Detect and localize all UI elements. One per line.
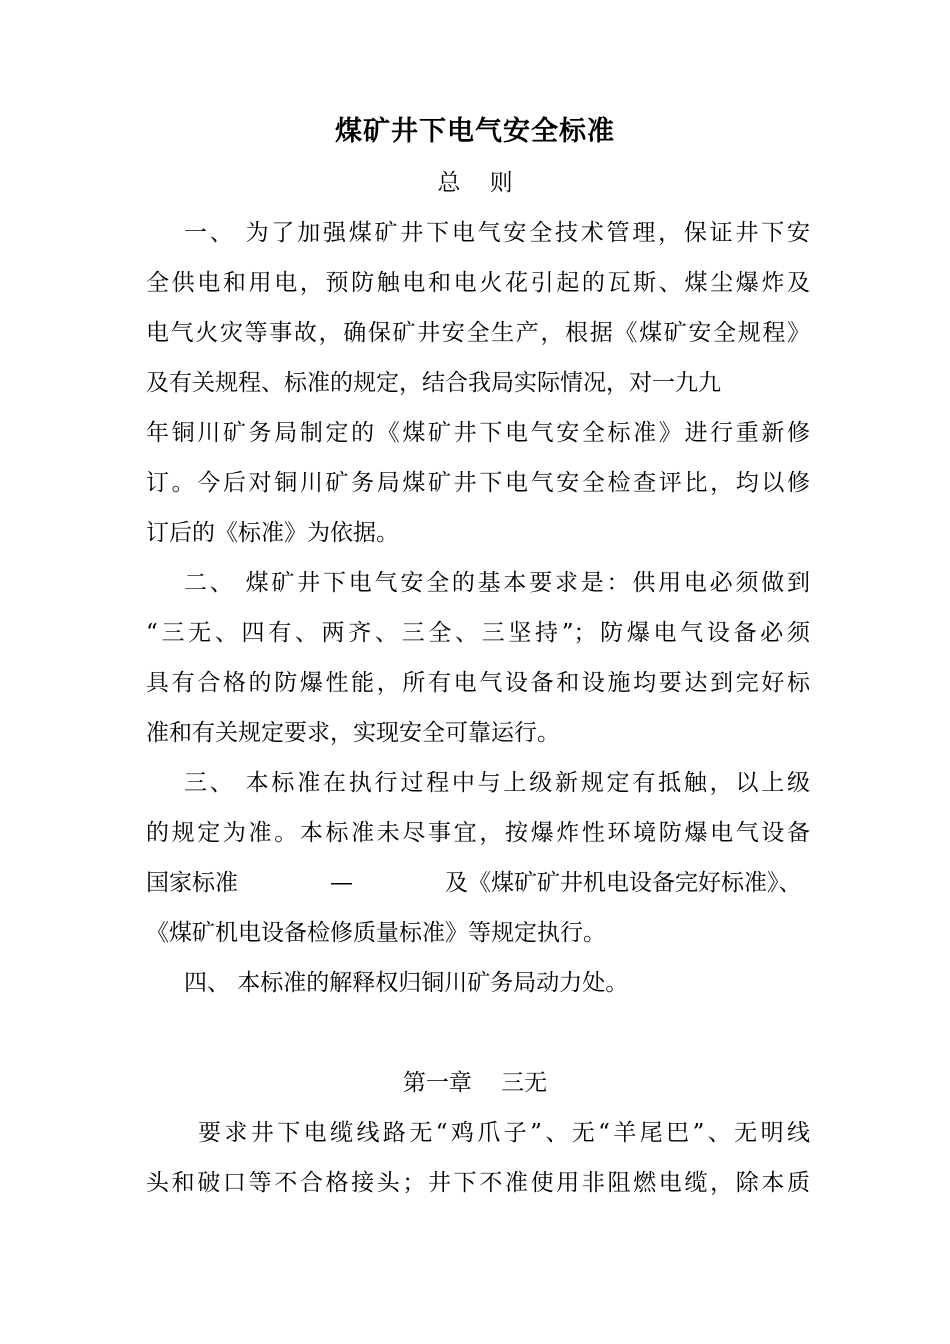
paragraph-line: [146, 866, 810, 900]
paragraph-line: 及有关规程、标准的规定，结合我局实际情况，对一九九: [146, 370, 721, 396]
paragraph-line: 订。今后对铜川矿务局煤矿井下电气安全检查评比，均以修: [146, 470, 810, 496]
paragraph-line: 准和有关规定要求，实现安全可靠运行。: [146, 720, 560, 746]
document-title: 煤矿井下电气安全标准: [335, 116, 615, 147]
paragraph-line: 要求井下电缆线路无“鸡爪子”、无“羊尾巴”、无明线: [198, 1120, 810, 1146]
standard-label: 国家标准: [146, 870, 238, 896]
standard-reference: 及《煤矿矿井机电设备完好标准》、: [445, 870, 802, 896]
paragraph-line: “三无、四有、两齐、三全、三坚持”；防爆电气设备必须: [146, 620, 810, 646]
paragraph-line: 二、 煤矿井下电气安全的基本要求是：供用电必须做到: [184, 570, 810, 596]
paragraph-line: 电气火灾等事故，确保矿井安全生产，根据《煤矿安全规程》: [146, 320, 810, 346]
paragraph-line: 《煤矿机电设备检修质量标准》等规定执行。: [146, 920, 606, 946]
paragraph-line: 年铜川矿务局制定的《煤矿井下电气安全标准》进行重新修: [146, 420, 810, 446]
paragraph-line: 具有合格的防爆性能，所有电气设备和设施均要达到完好标: [146, 670, 810, 696]
paragraph-line: 的规定为准。本标准未尽事宜，按爆炸性环境防爆电气设备: [146, 820, 810, 846]
section-heading: 总 则: [437, 170, 513, 196]
paragraph-line: 三、 本标准在执行过程中与上级新规定有抵触，以上级: [184, 770, 810, 796]
paragraph-line: 订后的《标准》为依据。: [146, 520, 399, 546]
paragraph-line: 四、 本标准的解释权归铜川矿务局动力处。: [184, 970, 629, 996]
paragraph-line: 全供电和用电，预防触电和电火花引起的瓦斯、煤尘爆炸及: [146, 270, 810, 296]
chapter-heading: 第一章 三无: [402, 1070, 548, 1096]
paragraph-line: 一、 为了加强煤矿井下电气安全技术管理，保证井下安: [184, 220, 810, 246]
standard-number-dash: —: [330, 870, 353, 896]
paragraph-line: 头和破口等不合格接头；井下不准使用非阻燃电缆，除本质: [146, 1170, 810, 1196]
